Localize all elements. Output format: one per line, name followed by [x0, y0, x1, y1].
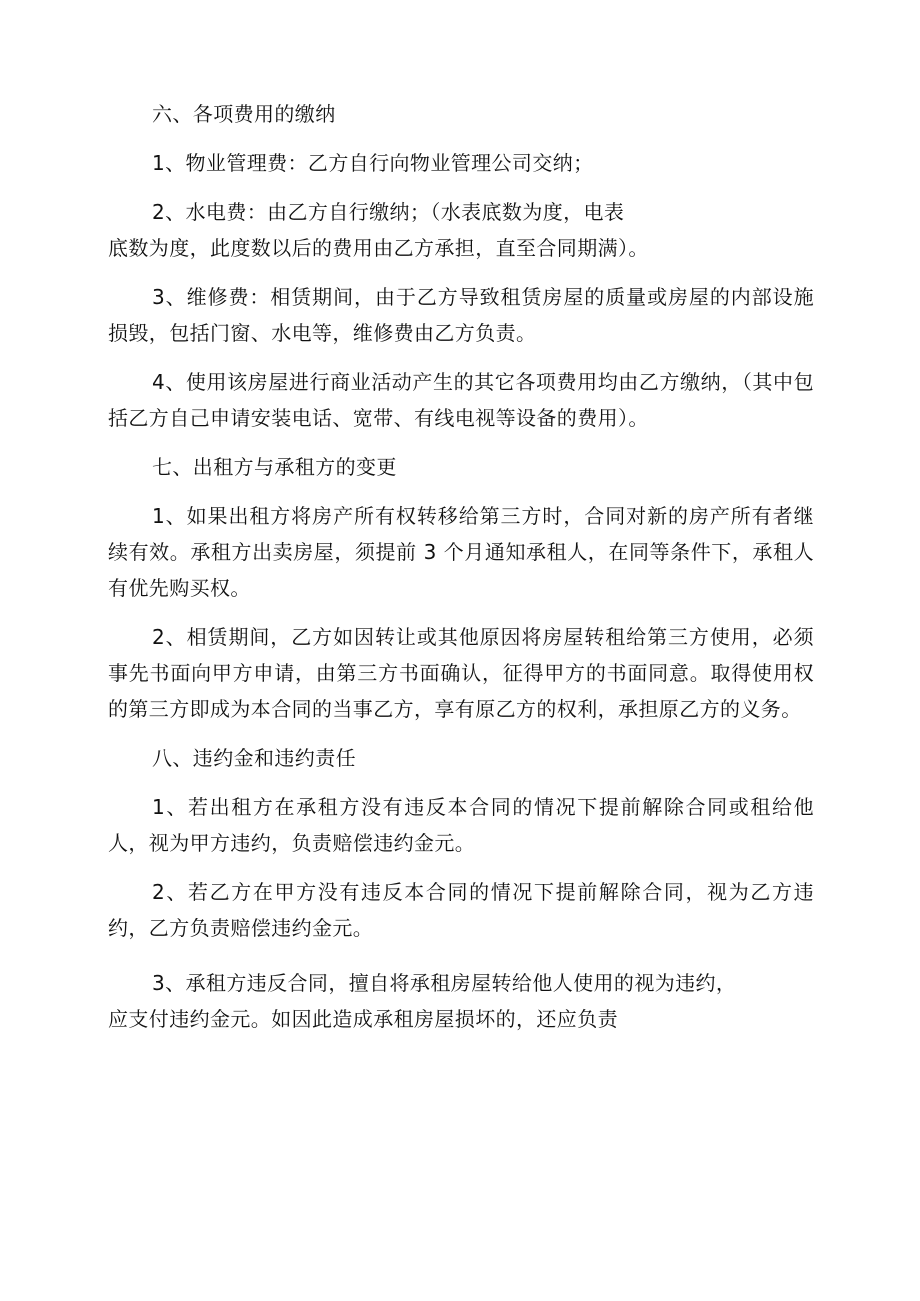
section-7-item-2: 2、相赁期间，乙方如因转让或其他原因将房屋转租给第三方使用，必须事先书面向甲方申请，由第三方书面确认，征得甲方的书面同意。取得使用权的第三方即成为本合同的当事乙方，享有原乙方的权利，承担原乙方的义务。: [108, 625, 814, 721]
section-6-item-4: 4、使用该房屋进行商业活动产生的其它各项费用均由乙方缴纳，（其中包括乙方自己申请安装电话、宽带、有线电视等设备的费用）。: [108, 370, 814, 430]
section-8-item-3-line-1: 3、承租方违反合同，擅自将承租房屋转给他人使用的视为违约，: [152, 971, 737, 995]
section-7-heading: 七、出租方与承租方的变更: [152, 455, 397, 479]
document-page: [108, 96, 814, 1037]
section-8-item-1: 1、若出租方在承租方没有违反本合同的情况下提前解除合同或租给他人，视为甲方违约，负责赔偿违约金元。: [108, 795, 814, 855]
section-6-heading: 六、各项费用的缴纳: [152, 102, 336, 126]
section-6-item-2-line-2: 底数为度，此度数以后的费用由乙方承担，直至合同期满）。: [108, 236, 649, 260]
section-8-heading: 八、违约金和违约责任: [152, 746, 356, 770]
section-6-item-1: 1、物业管理费：乙方自行向物业管理公司交纳；: [152, 151, 594, 175]
section-8-item-3-line-2: 应支付违约金元。如因此造成承租房屋损坏的，还应负责: [108, 1007, 618, 1031]
section-6-item-3: 3、维修费：相赁期间，由于乙方导致租赁房屋的质量或房屋的内部设施损毁，包括门窗、水电等，维修费由乙方负责。: [108, 285, 814, 345]
section-6-item-2-line-1: 2、水电费：由乙方自行缴纳；（水表底数为度，电表: [152, 200, 625, 224]
section-7-item-1: 1、如果出租方将房产所有权转移给第三方时，合同对新的房产所有者继续有效。承租方出卖房屋，须提前 3 个月通知承租人，在同等条件下，承租人有优先购买权。: [108, 504, 814, 600]
section-8-item-2: 2、若乙方在甲方没有违反本合同的情况下提前解除合同，视为乙方违约，乙方负责赔偿违约金元。: [108, 880, 814, 940]
